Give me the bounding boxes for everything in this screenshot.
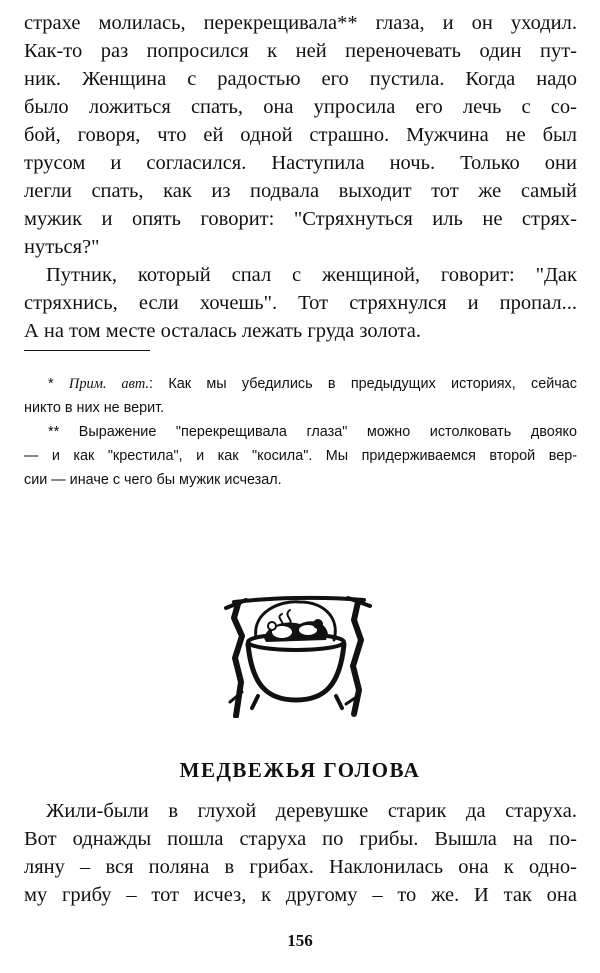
text-line: бой, говоря, что ей одной страшно. Мужчина не был xyxy=(24,124,577,146)
text-line: Как-то раз попросился к ней переночевать один пут- xyxy=(24,40,577,62)
text-line: стряхнись, если хочешь". Тот стряхнулся и пропал... xyxy=(24,292,577,314)
text-line: Путник, который спал с женщиной, говорит: "Дак xyxy=(46,264,577,286)
footnote-2: ** Выражение "перекрещивала глаза" можно истолковать двояко xyxy=(48,424,577,440)
text-line: трусом и согласился. Наступила ночь. Только они xyxy=(24,152,577,174)
text-line: страхе молилась, перекрещивала** глаза, и он уходил. xyxy=(24,12,577,34)
text-line: было ложиться спать, она упросила его лечь с со- xyxy=(24,96,577,118)
footnote-2-line3: сии — иначе с чего бы мужик исчезал. xyxy=(24,472,282,488)
text-line: Жили-были в глухой деревушке старик да старуха. xyxy=(46,800,577,822)
footnote-1 xyxy=(48,372,577,396)
text-line: ляну – вся поляна в грибах. Наклонилась она к одно- xyxy=(24,856,577,878)
text-line: нуться?" xyxy=(24,236,100,258)
text-line: легли спать, как из подвала выходит тот же самый xyxy=(24,180,577,202)
page-number: 156 xyxy=(287,931,313,950)
text-line: му грибу – тот исчез, к другому – то же. И так она xyxy=(24,884,577,906)
story-title: МЕДВЕЖЬЯ ГОЛОВА xyxy=(179,758,421,782)
footnote-text: : Как мы убедились в предыдущих историях, сейчас xyxy=(149,376,577,392)
text-line: мужик и опять говорит: "Стряхнуться иль не стрях- xyxy=(24,208,577,230)
cauldron-with-bear-head-icon xyxy=(208,578,388,718)
footnote-separator xyxy=(24,350,150,351)
footnote-abbrev: Прим. авт. xyxy=(68,376,150,392)
text-line: Вот однажды пошла старуха по грибы. Вышла на по- xyxy=(24,828,577,850)
footnote-2-line2: — и как "крестила", и как "косила". Мы придерживаемся второй вер- xyxy=(24,448,577,464)
text-line: А на том месте осталась лежать груда золота. xyxy=(24,320,421,342)
footnote-marker: * xyxy=(48,376,69,392)
footnote-1-line2: никто в них не верит. xyxy=(24,400,165,416)
text-line: ник. Женщина с радостью его пустила. Когда надо xyxy=(24,68,577,90)
